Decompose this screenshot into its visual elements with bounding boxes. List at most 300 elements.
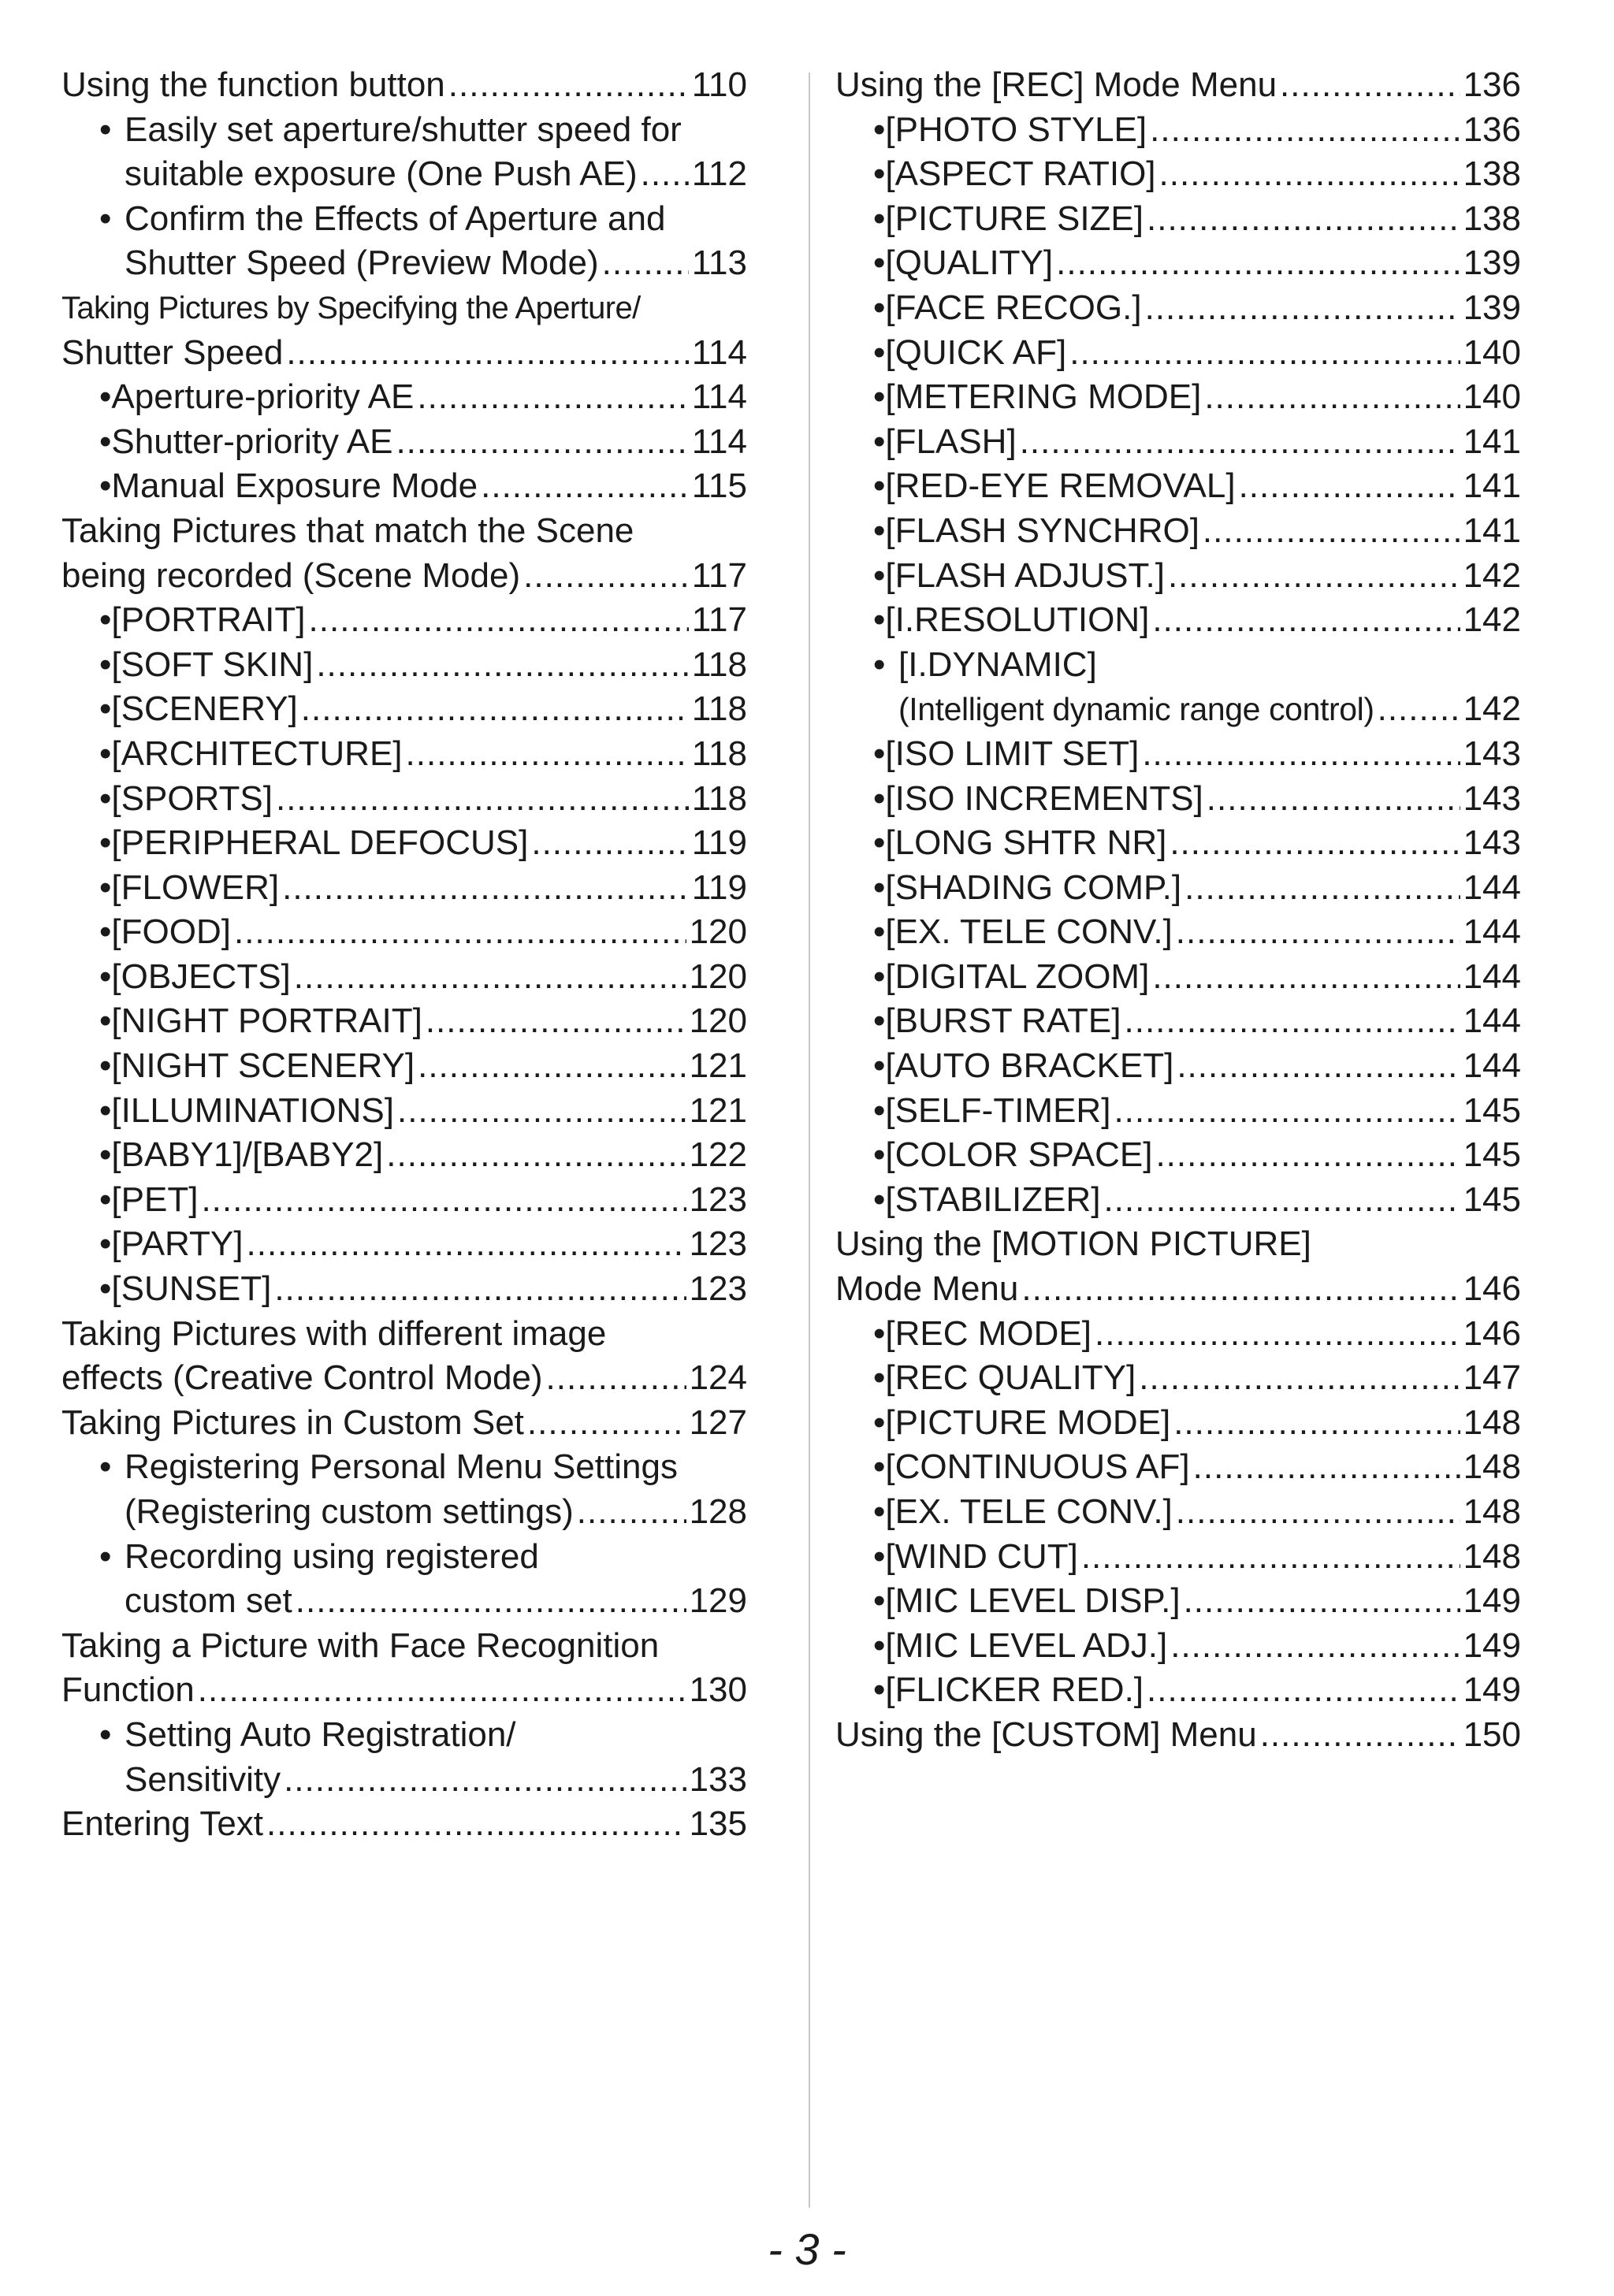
- toc-entry-line: [61, 643, 747, 688]
- toc-page-ref: 138: [1463, 154, 1521, 194]
- toc-entry-line: [835, 1178, 1521, 1223]
- dot-leader: [426, 999, 686, 1044]
- toc-page-ref: 145: [1463, 1180, 1521, 1219]
- toc-entry-line: [835, 108, 1521, 153]
- toc-entry[interactable]: [61, 999, 747, 1044]
- toc-page-ref: 110: [691, 65, 747, 104]
- toc-entry-line: [835, 1089, 1521, 1134]
- bullet-icon: •: [99, 689, 112, 729]
- bullet-icon: •: [99, 110, 112, 149]
- toc-entry[interactable]: [61, 777, 747, 822]
- toc-entry-line: [835, 866, 1521, 911]
- dot-leader: [1103, 1178, 1460, 1223]
- toc-entry-line: [835, 777, 1521, 822]
- toc-entry-line: [835, 1267, 1521, 1312]
- dot-leader: [1184, 1579, 1460, 1624]
- toc-entry-line: [61, 1668, 747, 1713]
- toc-entry[interactable]: [835, 1133, 1521, 1178]
- toc-page-ref: 130: [689, 1670, 747, 1710]
- dot-leader: [481, 464, 689, 509]
- toc-entry[interactable]: [61, 955, 747, 1000]
- bullet-icon: •: [873, 1492, 886, 1531]
- toc-page-ref: 127: [689, 1402, 747, 1442]
- toc-entry[interactable]: [61, 1133, 747, 1178]
- toc-entry[interactable]: [835, 1401, 1521, 1446]
- toc-entry[interactable]: [61, 509, 747, 598]
- toc-page-ref: 118: [691, 734, 747, 773]
- toc-entry-title: [METERING MODE]: [885, 377, 1202, 417]
- toc-entry-title: (Registering custom settings): [125, 1492, 574, 1531]
- toc-page-ref: 115: [691, 466, 747, 506]
- toc-page-ref: 123: [689, 1180, 747, 1219]
- toc-entry-line: [835, 999, 1521, 1044]
- toc-entry-line: [61, 1178, 747, 1223]
- toc-page-ref: 139: [1463, 288, 1521, 327]
- toc-entry-title: custom set: [125, 1581, 292, 1621]
- toc-entry-title: Taking Pictures with different image: [61, 1313, 607, 1353]
- bullet-icon: •: [99, 1090, 112, 1130]
- toc-entry[interactable]: [835, 1624, 1521, 1669]
- toc-page-ref: 114: [691, 333, 747, 372]
- bullet-icon: •: [99, 466, 112, 506]
- dot-leader: [234, 910, 686, 955]
- toc-entry-line: [61, 1356, 747, 1401]
- toc-entry[interactable]: [835, 1535, 1521, 1580]
- toc-entry-line: [61, 286, 747, 331]
- toc-entry-title: Confirm the Effects of Aperture and: [125, 199, 666, 238]
- toc-entry-title: [NIGHT PORTRAIT]: [111, 1001, 422, 1041]
- toc-entry[interactable]: [61, 687, 747, 732]
- dot-leader: [1142, 732, 1460, 777]
- toc-page-ref: 142: [1463, 689, 1521, 729]
- toc-entry[interactable]: [835, 1490, 1521, 1535]
- dot-leader: [1147, 1668, 1460, 1713]
- toc-entry-title: Shutter Speed (Preview Mode): [125, 243, 599, 283]
- toc-entry[interactable]: [61, 1713, 747, 1802]
- dot-leader: [266, 1802, 686, 1847]
- toc-entry-line: [835, 598, 1521, 643]
- toc-entry-title: Aperture-priority AE: [111, 377, 415, 417]
- bullet-icon: •: [99, 1269, 112, 1309]
- toc-entry[interactable]: [835, 732, 1521, 777]
- toc-entry[interactable]: [835, 63, 1521, 108]
- bullet-icon: •: [99, 823, 112, 863]
- dot-leader: [1168, 554, 1460, 599]
- toc-page-ref: 119: [691, 868, 747, 907]
- bullet-icon: •: [99, 1001, 112, 1041]
- toc-entry[interactable]: [835, 375, 1521, 420]
- dot-leader: [201, 1178, 686, 1223]
- dot-leader: [602, 241, 689, 286]
- toc-entry[interactable]: [61, 1222, 747, 1267]
- toc-page-ref: 141: [1463, 466, 1521, 506]
- toc-entry[interactable]: [835, 955, 1521, 1000]
- dot-leader: [316, 643, 689, 688]
- bullet-icon: •: [873, 154, 886, 194]
- toc-entry-line: [835, 821, 1521, 866]
- toc-page-ref: 149: [1463, 1670, 1521, 1710]
- toc-entry[interactable]: [835, 866, 1521, 911]
- bullet-icon: •: [99, 1046, 112, 1086]
- toc-entry-line: [835, 554, 1521, 599]
- toc-entry-line: [61, 1089, 747, 1134]
- toc-entry-line: [835, 375, 1521, 420]
- dot-leader: [1020, 420, 1460, 465]
- dot-leader: [1150, 108, 1460, 153]
- toc-entry-line: [61, 1401, 747, 1446]
- toc-entry-line: [835, 464, 1521, 509]
- toc-entry-line: [835, 241, 1521, 286]
- toc-entry[interactable]: [835, 1044, 1521, 1089]
- toc-entry[interactable]: [61, 1624, 747, 1713]
- dot-leader: [1069, 331, 1460, 376]
- toc-entry-line: [835, 643, 1521, 688]
- toc-page-ref: 117: [691, 555, 747, 595]
- toc-entry[interactable]: [835, 821, 1521, 866]
- toc-entry-line: [835, 1490, 1521, 1535]
- dot-leader: [282, 866, 689, 911]
- dot-leader: [1173, 1401, 1460, 1446]
- toc-entry-title: [RED-EYE REMOVAL]: [885, 466, 1236, 506]
- toc-entry-title: being recorded (Scene Mode): [61, 555, 521, 595]
- toc-entry-line: [835, 1044, 1521, 1089]
- toc-entry-title: [DIGITAL ZOOM]: [885, 957, 1150, 996]
- toc-entry[interactable]: [61, 375, 747, 420]
- toc-entry-title: [REC MODE]: [885, 1313, 1091, 1353]
- toc-entry-title: [PICTURE MODE]: [885, 1402, 1171, 1442]
- page-number: - 3 -: [768, 2224, 846, 2274]
- toc-entry-title: [PORTRAIT]: [111, 600, 306, 640]
- bullet-icon: •: [873, 466, 886, 506]
- toc-entry-title: [PICTURE SIZE]: [885, 199, 1144, 238]
- bullet-icon: •: [873, 422, 886, 461]
- toc-entry-line: [61, 999, 747, 1044]
- toc-entry[interactable]: [835, 1713, 1521, 1758]
- toc-entry-title: Sensitivity: [125, 1759, 281, 1799]
- dot-leader: [1280, 63, 1460, 108]
- toc-page-ref: 145: [1463, 1135, 1521, 1175]
- dot-leader: [1378, 687, 1460, 732]
- toc-page-ref: 148: [1463, 1536, 1521, 1576]
- toc-entry[interactable]: [61, 866, 747, 911]
- dot-leader: [386, 1133, 686, 1178]
- dot-leader: [1239, 464, 1460, 509]
- toc-entry-title: [PERIPHERAL DEFOCUS]: [111, 823, 529, 863]
- toc-entry[interactable]: [61, 732, 747, 777]
- toc-entry-line: [61, 1802, 747, 1847]
- toc-entry-title: [NIGHT SCENERY]: [111, 1046, 415, 1086]
- dot-leader: [1114, 1089, 1460, 1134]
- dot-leader: [641, 152, 689, 197]
- bullet-icon: •: [99, 957, 112, 996]
- bullet-icon: •: [99, 1135, 112, 1175]
- toc-page-ref: 144: [1463, 912, 1521, 952]
- dot-leader: [1159, 152, 1460, 197]
- toc-entry-line: [61, 108, 747, 153]
- dot-leader: [1125, 999, 1460, 1044]
- toc-page-ref: 141: [1463, 511, 1521, 550]
- bullet-icon: •: [873, 555, 886, 595]
- toc-entry-title: [AUTO BRACKET]: [885, 1046, 1174, 1086]
- toc-entry-title: [QUALITY]: [885, 243, 1054, 283]
- toc-entry[interactable]: [61, 286, 747, 375]
- toc-entry-line: [61, 910, 747, 955]
- toc-entry-title: Shutter Speed: [61, 333, 284, 372]
- toc-entry-title: effects (Creative Control Mode): [61, 1358, 543, 1398]
- toc-entry[interactable]: [835, 420, 1521, 465]
- toc-entry[interactable]: [835, 1222, 1521, 1311]
- bullet-icon: •: [873, 1402, 886, 1442]
- toc-page-ref: 114: [691, 422, 747, 461]
- dot-leader: [1056, 241, 1460, 286]
- dot-leader: [1260, 1713, 1460, 1758]
- toc-entry-title: [FLASH]: [885, 422, 1017, 461]
- toc-entry-line: [61, 1312, 747, 1357]
- toc-entry[interactable]: [835, 1445, 1521, 1490]
- bullet-icon: •: [99, 645, 112, 684]
- toc-entry-title: [SELF-TIMER]: [885, 1090, 1111, 1130]
- toc-entry-line: [61, 1713, 747, 1758]
- toc-page-ref: 144: [1463, 1046, 1521, 1086]
- bullet-icon: •: [873, 1536, 886, 1576]
- dot-leader: [247, 1222, 686, 1267]
- toc-entry-line: [61, 375, 747, 420]
- toc-entry[interactable]: [61, 1401, 747, 1446]
- toc-page-ref: 136: [1463, 110, 1521, 149]
- dot-leader: [1184, 866, 1460, 911]
- toc-entry-line: [61, 1222, 747, 1267]
- toc-entry-line: [835, 955, 1521, 1000]
- bullet-icon: •: [99, 1224, 112, 1264]
- toc-entry-line: [835, 1445, 1521, 1490]
- toc-entry-title: [EX. TELE CONV.]: [885, 1492, 1173, 1531]
- toc-entry-title: Using the [REC] Mode Menu: [835, 65, 1277, 104]
- bullet-icon: •: [99, 734, 112, 773]
- toc-entry-title: [I.RESOLUTION]: [885, 600, 1150, 640]
- toc-page-ref: 120: [689, 912, 747, 952]
- dot-leader: [309, 598, 689, 643]
- toc-page-ref: 121: [689, 1090, 747, 1130]
- dot-leader: [1177, 1044, 1460, 1089]
- bullet-icon: •: [873, 912, 886, 952]
- toc-entry[interactable]: [835, 509, 1521, 554]
- toc-entry-title: [EX. TELE CONV.]: [885, 912, 1173, 952]
- dot-leader: [1204, 375, 1460, 420]
- toc-entry-line: [61, 1579, 747, 1624]
- bullet-icon: •: [873, 288, 886, 327]
- toc-entry[interactable]: [835, 1312, 1521, 1357]
- toc-page-ref: 148: [1463, 1402, 1521, 1442]
- toc-entry[interactable]: [835, 331, 1521, 376]
- toc-entry-line: [835, 910, 1521, 955]
- toc-entry[interactable]: [835, 910, 1521, 955]
- toc-entry[interactable]: [835, 1356, 1521, 1401]
- bullet-icon: •: [873, 1090, 886, 1130]
- toc-page-ref: 142: [1463, 600, 1521, 640]
- toc-entry[interactable]: [61, 1445, 747, 1534]
- bullet-icon: •: [873, 333, 886, 372]
- toc-entry[interactable]: [835, 1668, 1521, 1713]
- bullet-icon: •: [873, 1135, 886, 1175]
- toc-entry-title: Function: [61, 1670, 195, 1710]
- toc-entry-line: [835, 63, 1521, 108]
- dot-leader: [276, 777, 689, 822]
- toc-entry-title: Using the function button: [61, 65, 445, 104]
- dot-leader: [577, 1490, 686, 1535]
- toc-entry-line: [835, 1133, 1521, 1178]
- toc-entry-line: [61, 955, 747, 1000]
- toc-entry[interactable]: [835, 1089, 1521, 1134]
- toc-page-ref: 144: [1463, 868, 1521, 907]
- toc-entry[interactable]: [835, 464, 1521, 509]
- toc-entry[interactable]: [61, 1802, 747, 1847]
- toc-entry-title: [ARCHITECTURE]: [111, 734, 403, 773]
- toc-entry-title: [SPORTS]: [111, 778, 273, 818]
- toc-entry-line: [61, 1535, 747, 1580]
- toc-entry-line: [835, 1668, 1521, 1713]
- toc-entry[interactable]: [61, 1267, 747, 1312]
- dot-leader: [546, 1356, 686, 1401]
- dot-leader: [531, 821, 689, 866]
- toc-entry-title: [PHOTO STYLE]: [885, 110, 1147, 149]
- dot-leader: [1147, 197, 1460, 242]
- bullet-icon: •: [99, 377, 112, 417]
- toc-entry-title: [WIND CUT]: [885, 1536, 1078, 1576]
- toc-entry-line: [835, 509, 1521, 554]
- toc-entry[interactable]: [835, 1178, 1521, 1223]
- toc-page-ref: 113: [691, 243, 747, 283]
- toc-entry[interactable]: [61, 63, 747, 108]
- toc-entry-title: [PET]: [111, 1180, 199, 1219]
- toc-entry-title: [OBJECTS]: [111, 957, 291, 996]
- toc-entry-title: [SUNSET]: [111, 1269, 272, 1309]
- toc-entry[interactable]: [61, 420, 747, 465]
- toc-page-ref: 122: [689, 1135, 747, 1175]
- toc-entry-title: [STABILIZER]: [885, 1180, 1101, 1219]
- toc-entry[interactable]: [835, 152, 1521, 197]
- toc-page-ref: 146: [1463, 1269, 1521, 1309]
- toc-entry[interactable]: [835, 777, 1521, 822]
- toc-entry-line: [61, 1624, 747, 1669]
- toc-entry-line: [61, 1044, 747, 1089]
- toc-entry[interactable]: [835, 241, 1521, 286]
- toc-entry[interactable]: [835, 286, 1521, 331]
- dot-leader: [1203, 509, 1460, 554]
- toc-entry[interactable]: [61, 598, 747, 643]
- bullet-icon: •: [99, 422, 112, 461]
- toc-entry[interactable]: [835, 1579, 1521, 1624]
- toc-entry[interactable]: [835, 643, 1521, 732]
- toc-entry-line: [835, 152, 1521, 197]
- toc-entry-line: [61, 1758, 747, 1803]
- toc-entry[interactable]: [61, 910, 747, 955]
- toc-entry-title: Taking Pictures in Custom Set: [61, 1402, 524, 1442]
- toc-entry-line: [61, 1445, 747, 1490]
- toc-entry[interactable]: [61, 108, 747, 197]
- toc-entry[interactable]: [61, 643, 747, 688]
- toc-page-ref: 148: [1463, 1447, 1521, 1487]
- toc-entry-line: [835, 1535, 1521, 1580]
- toc-entry-line: [835, 1222, 1521, 1267]
- toc-entry-line: [61, 331, 747, 376]
- toc-page-ref: 124: [689, 1358, 747, 1398]
- toc-entry[interactable]: [61, 1312, 747, 1401]
- toc-entry-line: [835, 1312, 1521, 1357]
- toc-entry[interactable]: [61, 1535, 747, 1624]
- bullet-icon: •: [873, 1046, 886, 1086]
- toc-page-ref: 112: [691, 154, 747, 194]
- toc-entry-title: Using the [CUSTOM] Menu: [835, 1715, 1257, 1754]
- toc-entry[interactable]: [61, 1178, 747, 1223]
- dot-leader: [1176, 1490, 1460, 1535]
- toc-entry-line: [61, 687, 747, 732]
- toc-entry-line: [61, 509, 747, 554]
- toc-entry[interactable]: [61, 1089, 747, 1134]
- toc-entry[interactable]: [835, 999, 1521, 1044]
- toc-entry-title: [ISO LIMIT SET]: [885, 734, 1140, 773]
- toc-entry-title: Taking Pictures that match the Scene: [61, 511, 634, 550]
- toc-entry[interactable]: [835, 197, 1521, 242]
- bullet-icon: •: [873, 1180, 886, 1219]
- toc-entry-title: Using the [MOTION PICTURE]: [835, 1224, 1311, 1264]
- toc-entry[interactable]: [835, 108, 1521, 153]
- dot-leader: [418, 1044, 686, 1089]
- toc-entry[interactable]: [61, 464, 747, 509]
- bullet-icon: •: [99, 1536, 112, 1576]
- toc-left-column: [61, 63, 747, 1847]
- toc-page-ref: 128: [689, 1492, 747, 1531]
- toc-entry-line: [835, 420, 1521, 465]
- toc-page-ref: 143: [1463, 823, 1521, 863]
- toc-page-ref: 145: [1463, 1090, 1521, 1130]
- toc-page-ref: 150: [1463, 1715, 1521, 1754]
- dot-leader: [296, 1579, 686, 1624]
- toc-entry[interactable]: [835, 598, 1521, 643]
- toc-page-ref: 144: [1463, 1001, 1521, 1041]
- toc-entry-title: [I.DYNAMIC]: [898, 645, 1097, 684]
- bullet-icon: •: [873, 1447, 886, 1487]
- dot-leader: [527, 1401, 686, 1446]
- toc-page-ref: 123: [689, 1269, 747, 1309]
- toc-entry[interactable]: [61, 1044, 747, 1089]
- dot-leader: [1095, 1312, 1460, 1357]
- bullet-icon: •: [99, 1180, 112, 1219]
- toc-entry-line: [61, 152, 747, 197]
- dot-leader: [1021, 1267, 1460, 1312]
- toc-entry-title: [ILLUMINATIONS]: [111, 1090, 394, 1130]
- bullet-icon: •: [873, 243, 886, 283]
- bullet-icon: •: [873, 199, 886, 238]
- toc-entry-line: [835, 286, 1521, 331]
- dot-leader: [1170, 1624, 1460, 1669]
- toc-entry-title: [FLASH ADJUST.]: [885, 555, 1165, 595]
- bullet-icon: •: [873, 1313, 886, 1353]
- toc-entry[interactable]: [61, 821, 747, 866]
- toc-entry-line: [835, 1356, 1521, 1401]
- toc-entry[interactable]: [835, 554, 1521, 599]
- toc-page-ref: 149: [1463, 1581, 1521, 1621]
- toc-entry-title: (Intelligent dynamic range control): [898, 691, 1374, 728]
- toc-entry-title: [REC QUALITY]: [885, 1358, 1136, 1398]
- toc-entry-line: [61, 777, 747, 822]
- toc-page-ref: 138: [1463, 199, 1521, 238]
- dot-leader: [1139, 1356, 1460, 1401]
- bullet-icon: •: [873, 110, 886, 149]
- toc-entry-line: [61, 241, 747, 286]
- bullet-icon: •: [99, 1715, 112, 1754]
- bullet-icon: •: [873, 1581, 886, 1621]
- toc-entry[interactable]: [61, 197, 747, 286]
